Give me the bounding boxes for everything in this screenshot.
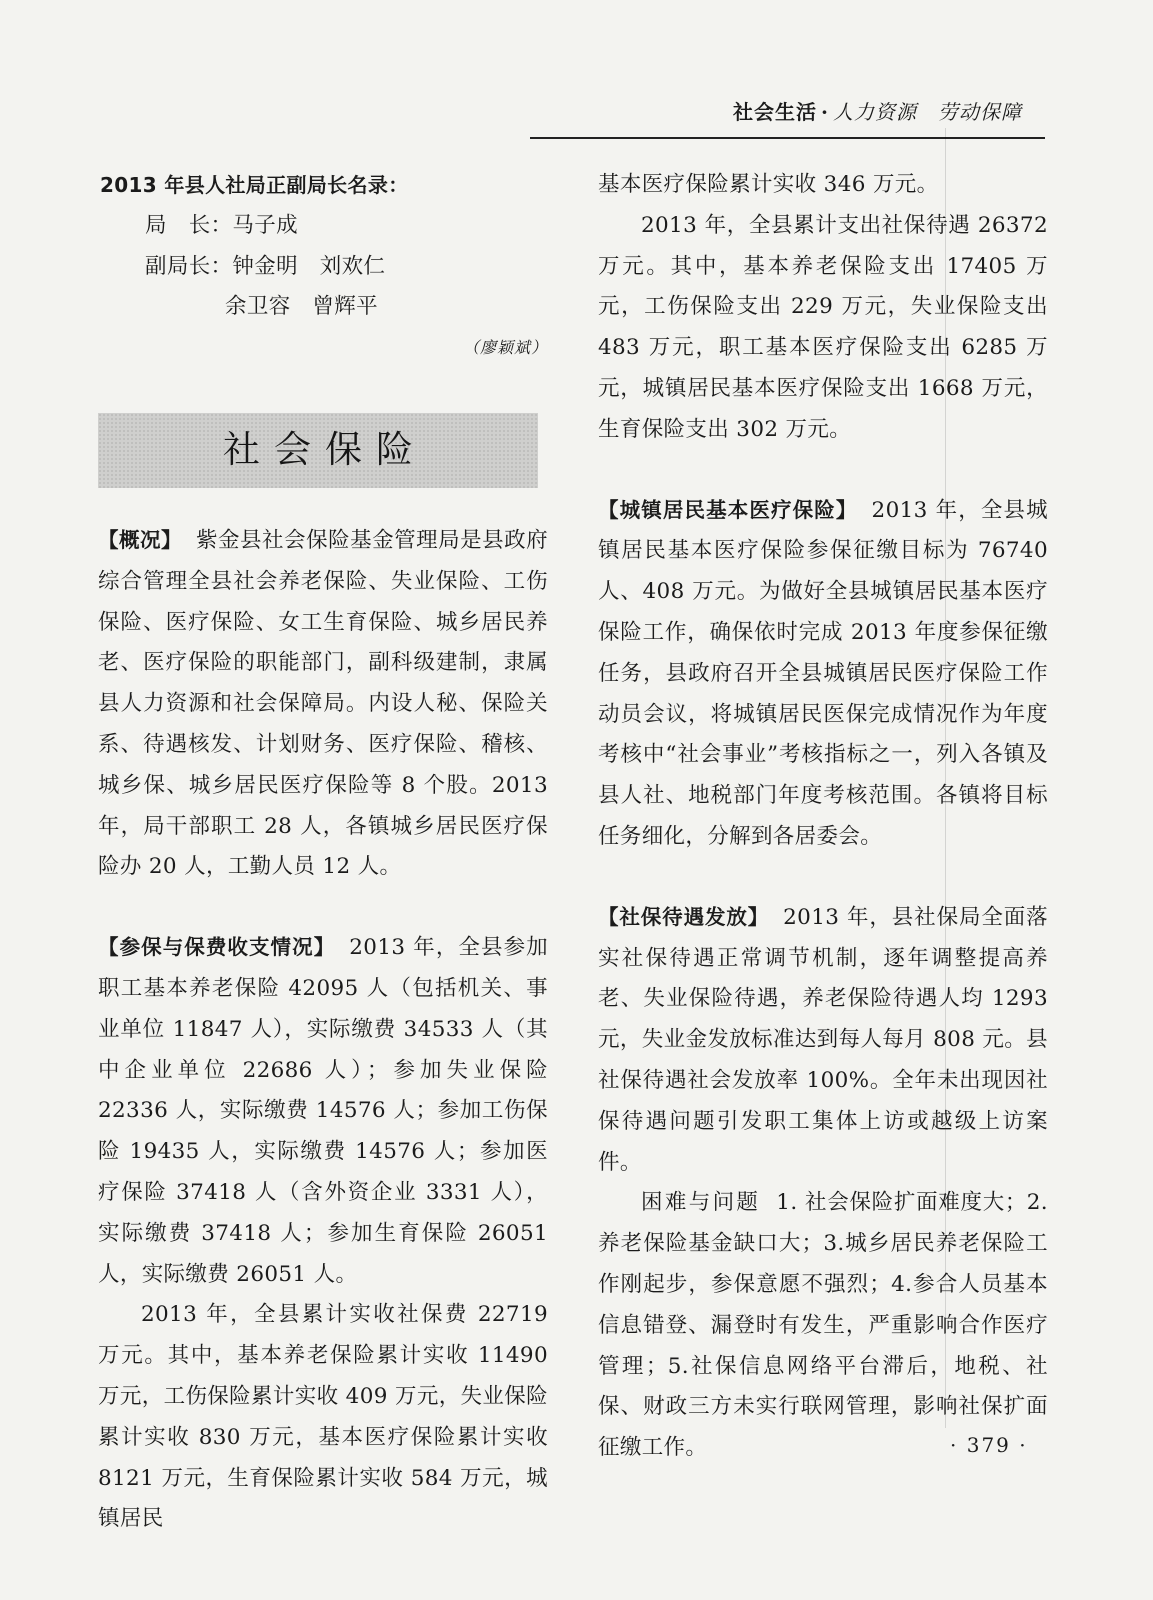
benefits-body: 2013 年，县社保局全面落实社保待遇正常调节机制，逐年调整提高养老、失业保险待遇，养老保险待遇人均 1293 元，失业金发放标准达到每人每月 808 元。县社保待遇社会发放率 100%。全年未出现因社保待遇问题引发职工集体上访或越级上访案件。	[598, 904, 1048, 1175]
left-column	[98, 165, 548, 1540]
page-number: · 379 ·	[950, 1433, 1028, 1457]
header-rule	[530, 137, 1045, 139]
running-header-separator: ·	[821, 100, 829, 124]
running-header	[733, 97, 1022, 127]
deputy-names: 钟金明 刘欢仁	[232, 253, 386, 279]
section-title: 社会保险	[223, 428, 427, 472]
overview-article	[98, 520, 548, 888]
director-name: 马子成	[232, 212, 298, 238]
director-line	[98, 206, 548, 247]
section-title-box	[98, 413, 538, 488]
revenue-paragraph: 2013 年，全县累计实收社保费 22719 万元。其中，基本养老保险累计实收 11490 万元，工伤保险累计实收 409 万元，失业保险累计实收 830 万元，基本医疗保险累计实收 8121 万元，生育保险累计实收 584 万元，城镇居民	[98, 1302, 548, 1532]
leaders-list-title: 2013 年县人社局正副局长名录：	[100, 173, 409, 197]
difficulties-label: 困难与问题	[641, 1190, 761, 1216]
difficulties-paragraph	[598, 1183, 1048, 1469]
running-header-section: 社会生活	[733, 100, 818, 124]
difficulties-body: 1. 社会保险扩面难度大；2.养老保险基金缺口大；3.城乡居民养老保险工作刚起步，参保意愿不强烈；4.参合人员基本信息错登、漏登时有发生，严重影响合作医疗管理；5.社保信息网络平台滞后，地税、社保、财政三方未实行联网管理，影响社保扩面征缴工作。	[598, 1190, 1048, 1461]
enrollment-article	[98, 927, 548, 1295]
enrollment-heading: 【参保与保费收支情况】	[98, 935, 336, 960]
deputy-line	[98, 247, 548, 288]
benefits-heading: 【社保待遇发放】	[598, 904, 770, 929]
residents-medical-heading: 【城镇居民基本医疗保险】	[598, 497, 858, 522]
director-label: 局 长：	[145, 212, 233, 238]
overview-heading: 【概况】	[98, 527, 183, 552]
right-column	[598, 165, 1048, 1469]
running-header-subsection: 人力资源 劳动保障	[833, 100, 1022, 124]
revenue-paragraph-continued: 基本医疗保险累计实收 346 万元。	[598, 172, 939, 197]
residents-medical-article	[598, 490, 1048, 858]
residents-medical-body: 2013 年，全县城镇居民基本医疗保险参保征缴目标为 76740 人、408 万元。为做好全县城镇居民基本医疗保险工作，确保依时完成 2013 年度参保征缴任务，县政府召开全县城镇居民医疗保险工作动员会议，将城镇居民医保完成情况作为年度考核中“社会事业”考核指标之一，列入各镇及县人社、地税部门年度考核范围。各镇将目标任务细化，分解到各居委会。	[598, 497, 1048, 849]
overview-body: 紫金县社会保险基金管理局是县政府综合管理全县社会养老保险、失业保险、工伤保险、医疗保险、女工生育保险、城乡居民养老、医疗保险的职能部门，副科级建制，隶属县人力资源和社会保障局。内设人秘、保险关系、待遇核发、计划财务、医疗保险、稽核、城乡保、城乡居民医疗保险等 8 个股。2013 年，局干部职工 28 人，各镇城乡居民医疗保险办 20 人，工勤人员 12 人。	[98, 527, 548, 880]
deputy-line-continued: 余卫容 曾辉平	[225, 294, 378, 320]
enrollment-body: 2013 年，全县参加职工基本养老保险 42095 人（包括机关、事业单位 11847 人），实际缴费 34533 人（其中企业单位 22686 人）；参加失业保险 22336 人，实际缴费 14576 人；参加工伤保险 19435 人，实际缴费 14576 人；参加医疗保险 37418 人（含外资企业 3331 人），实际缴费 37418 人；参加生育保险 26051 人，实际缴费 26051 人。	[98, 935, 548, 1287]
expenditure-paragraph: 2013 年，全县累计支出社保待遇 26372 万元。其中，基本养老保险支出 17405 万元，工伤保险支出 229 万元，失业保险支出 483 万元，职工基本医疗保险支出 6285 万元，城镇居民基本医疗保险支出 1668 万元，生育保险支出 302 万元。	[598, 212, 1048, 442]
deputy-label: 副局长：	[145, 253, 233, 279]
author-credit: （廖颖斌）	[462, 338, 548, 358]
benefits-article	[598, 897, 1048, 1184]
